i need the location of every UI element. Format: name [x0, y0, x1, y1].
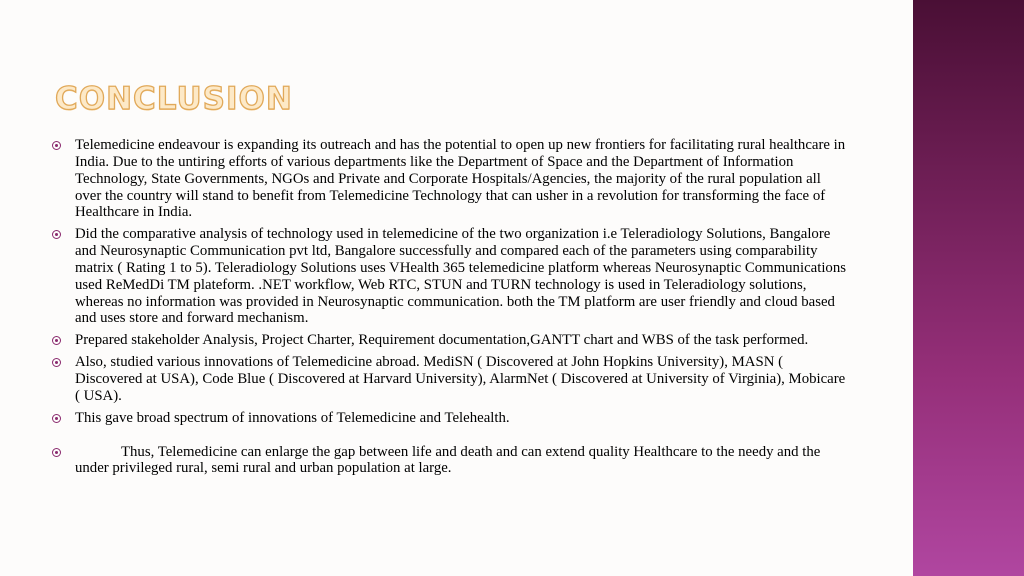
bullet-text: Did the comparative analysis of technology used in telemedicine of the two organization i.e Teleradiology Solutions, Bangalore and Neurosynaptic Communication pvt ltd, Bangalore successfully and compared each of the parameters using comparability matrix ( Rating 1 to 5). Teleradiology Solutions uses VHealth 365 telemedicine platform whereas Neurosynaptic Communications used ReMedDi TM plateform. .NET workflow, Web RTC, STUN and TURN technology is used in Teleradiology solutions, whereas no information was provided in Neurosynaptic communication. both the TM platform are user friendly and cloud based and uses store and forward mechanism.: [75, 226, 846, 327]
bullet-text: Also, studied various innovations of Telemedicine abroad. MediSN ( Discovered at John Hopkins University), MASN ( Discovered at USA), Code Blue ( Discovered at Harvard University), AlarmNet ( Discovered at University of Virginia), Mobicare ( USA).: [75, 354, 846, 404]
bullet-item-final-statement: [50, 444, 850, 478]
bullet-icon: [52, 336, 61, 345]
bullet-text: Thus, Telemedicine can enlarge the gap between life and death and can extend quality Healthcare to the needy and the under privileged rural, semi rural and urban population at large.: [75, 443, 821, 477]
bullet-item-comparative-analysis: [50, 226, 850, 327]
bullet-icon: [52, 448, 61, 457]
bullet-item-innovations-abroad: [50, 354, 850, 405]
bullet-item-outreach: [50, 137, 850, 221]
bullet-item-stakeholder-analysis: [50, 332, 850, 349]
slide-title: CONCLUSION: [55, 81, 293, 117]
bullet-list: [50, 137, 850, 482]
bullet-icon: [52, 141, 61, 150]
bullet-text: Telemedicine endeavour is expanding its outreach and has the potential to open up new frontiers for facilitating rural healthcare in India. Due to the untiring efforts of various departments like the Department of Space and the Department of Information Technology, State Governments, NGOs and Private and Corporate Hospitals/Agencies, the majority of the rural population all over the country will stand to benefit from Telemedicine Technology that can usher in a revolution for transforming the face of Healthcare in India.: [75, 137, 846, 221]
bullet-icon: [52, 230, 61, 239]
bullet-item-broad-spectrum: [50, 410, 850, 427]
decorative-side-band: [913, 0, 1024, 576]
bullet-text: This gave broad spectrum of innovations of Telemedicine and Telehealth.: [75, 409, 510, 426]
bullet-icon: [52, 414, 61, 423]
bullet-icon: [52, 358, 61, 367]
bullet-text: Prepared stakeholder Analysis, Project Charter, Requirement documentation,GANTT chart and WBS of the task performed.: [75, 332, 809, 349]
